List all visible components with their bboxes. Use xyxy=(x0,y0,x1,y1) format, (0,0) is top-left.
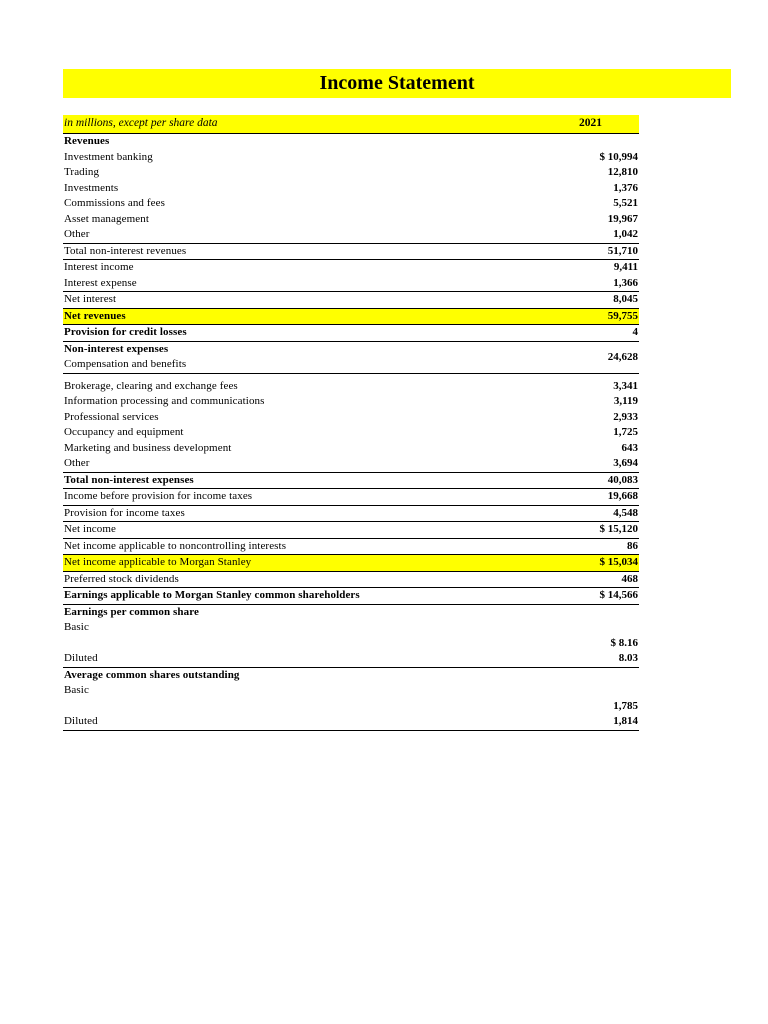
row-value: 468 xyxy=(621,572,638,585)
section-revenues xyxy=(63,134,639,150)
row-trading xyxy=(63,165,639,181)
row-value: $ 15,120 xyxy=(599,523,638,535)
row-eps-basic xyxy=(63,620,639,651)
row-label: Net income xyxy=(64,523,117,535)
row-professional-services xyxy=(63,410,639,426)
row-label: Preferred stock dividends xyxy=(64,572,179,585)
row-net-interest xyxy=(63,292,639,309)
row-net-income xyxy=(63,522,639,539)
row-label: Net revenues xyxy=(64,309,126,322)
row-total-non-interest-expenses xyxy=(63,473,639,490)
row-value: 1,814 xyxy=(613,715,638,727)
row-value: 19,967 xyxy=(607,212,638,225)
row-value: 24,628 xyxy=(607,350,638,363)
row-label: Trading xyxy=(64,166,100,178)
section-label: Earnings per common share xyxy=(64,605,200,618)
row-label: Professional services xyxy=(64,410,159,423)
row-label: Interest income xyxy=(64,261,134,273)
row-net-revenues xyxy=(63,309,639,326)
section-label: Average common shares outstanding xyxy=(64,668,240,681)
row-label: Investment banking xyxy=(64,150,153,163)
row-label: Net interest xyxy=(64,293,117,305)
row-value: 5,521 xyxy=(613,197,638,209)
row-investment-banking xyxy=(63,150,639,166)
row-noncontrolling-interests xyxy=(63,539,639,556)
row-label: Investments xyxy=(64,181,119,194)
row-value: 1,366 xyxy=(613,276,638,289)
row-income-before-tax xyxy=(63,489,639,506)
row-label: Provision for credit losses xyxy=(64,326,187,338)
section-eps xyxy=(63,605,639,621)
row-value: $ 10,994 xyxy=(599,150,638,163)
row-brokerage xyxy=(63,379,639,395)
row-shares-basic xyxy=(63,683,639,714)
row-commissions xyxy=(63,196,639,212)
row-value: 59,755 xyxy=(607,309,638,322)
row-marketing xyxy=(63,441,639,457)
row-value: 40,083 xyxy=(607,473,638,486)
row-value: 51,710 xyxy=(607,244,638,257)
row-label: Other xyxy=(64,228,90,240)
row-value: 86 xyxy=(627,539,638,552)
row-preferred-dividends xyxy=(63,572,639,589)
row-label: Income before provision for income taxes xyxy=(64,490,253,502)
row-interest-expense xyxy=(63,276,639,293)
table-header xyxy=(63,115,639,134)
row-value: 3,119 xyxy=(613,395,638,407)
row-label: Total non-interest expenses xyxy=(64,473,194,486)
row-value: 1,785 xyxy=(613,700,638,712)
row-label: Basic xyxy=(64,621,89,633)
row-value: 3,341 xyxy=(613,379,638,392)
row-label: Occupancy and equipment xyxy=(64,426,184,438)
row-label: Earnings applicable to Morgan Stanley common shareholders xyxy=(64,589,360,601)
title-bar xyxy=(63,69,731,98)
row-label: Interest expense xyxy=(64,276,137,289)
row-information-processing xyxy=(63,394,639,410)
row-label: Information processing and communications xyxy=(64,395,265,407)
units-label: in millions, except per share data xyxy=(64,117,218,129)
row-value: 1,376 xyxy=(613,181,638,194)
page-title: Income Statement xyxy=(319,72,475,94)
row-label: Total non-interest revenues xyxy=(64,244,187,257)
row-value: $ 15,034 xyxy=(599,556,638,568)
row-value: $ 14,566 xyxy=(599,589,638,601)
row-value: 3,694 xyxy=(613,457,638,469)
row-value: 643 xyxy=(621,441,638,454)
row-label: Diluted xyxy=(64,652,98,664)
income-statement-table xyxy=(63,115,639,731)
row-label: Brokerage, clearing and exchange fees xyxy=(64,379,238,392)
row-interest-income xyxy=(63,260,639,276)
row-value: $ 8.16 xyxy=(610,637,638,649)
row-label: Other xyxy=(64,457,90,469)
row-label: Asset management xyxy=(64,212,149,225)
row-label: Basic xyxy=(64,684,89,696)
row-total-non-interest-revenues xyxy=(63,244,639,261)
row-investments xyxy=(63,181,639,197)
row-value: 9,411 xyxy=(613,261,638,273)
row-label: Provision for income taxes xyxy=(64,506,185,519)
row-value: 4,548 xyxy=(613,506,638,519)
row-value: 8.03 xyxy=(618,652,638,664)
row-other-revenues xyxy=(63,227,639,244)
row-value: 12,810 xyxy=(607,166,638,178)
row-label: Net income applicable to noncontrolling interests xyxy=(64,539,287,552)
row-label: Net income applicable to Morgan Stanley xyxy=(64,556,252,568)
section-shares xyxy=(63,668,639,684)
row-eps-diluted xyxy=(63,651,639,668)
row-provision-income-taxes xyxy=(63,506,639,523)
row-other-expenses xyxy=(63,456,639,473)
row-value: 2,933 xyxy=(613,410,638,423)
year-header: 2021 xyxy=(579,117,602,129)
section-label: Revenues xyxy=(64,135,110,147)
row-label: Marketing and business development xyxy=(64,441,232,454)
row-value: 19,668 xyxy=(607,490,638,502)
row-shares-diluted xyxy=(63,714,639,731)
row-net-income-morgan-stanley xyxy=(63,555,639,572)
row-asset-management xyxy=(63,212,639,228)
row-occupancy xyxy=(63,425,639,441)
row-label: Compensation and benefits xyxy=(64,357,187,370)
row-value: 1,725 xyxy=(613,426,638,438)
row-earnings-common xyxy=(63,588,639,605)
row-compensation xyxy=(63,342,639,374)
row-provision-credit-losses xyxy=(63,325,639,342)
section-label: Non-interest expenses xyxy=(64,342,169,355)
row-value: 8,045 xyxy=(613,293,638,305)
row-label: Diluted xyxy=(64,715,98,727)
row-label: Commissions and fees xyxy=(64,197,165,209)
row-value: 4 xyxy=(632,326,638,338)
row-value: 1,042 xyxy=(613,228,638,240)
